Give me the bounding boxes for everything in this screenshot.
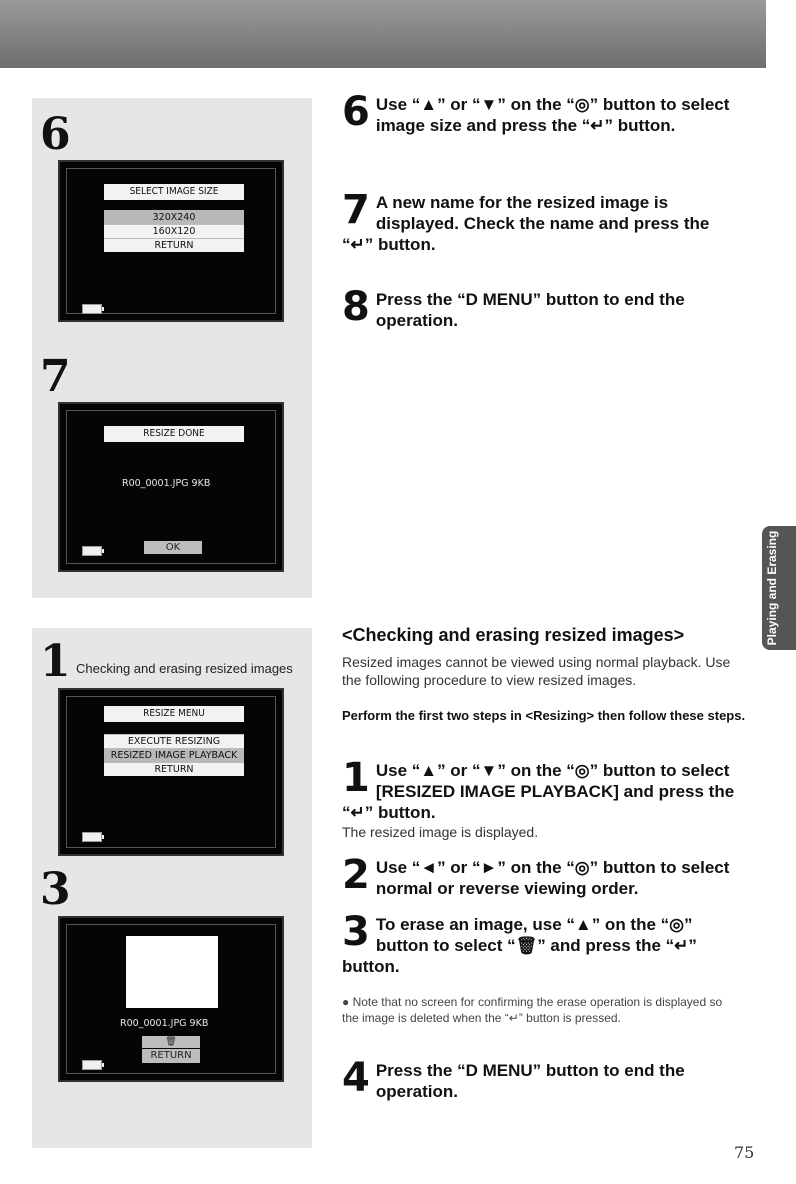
instruction-step-3 bbox=[342, 909, 742, 977]
step-1-number: 1 bbox=[40, 636, 71, 687]
instruction-step-6 bbox=[342, 89, 742, 136]
section-title: <Checking and erasing resized images> bbox=[342, 625, 685, 645]
step-text: Use “▲” or “▼” on the “◎” button to select image size and press the “↵” button. bbox=[375, 95, 730, 135]
step-number: 3 bbox=[342, 909, 370, 955]
instruction-step-8 bbox=[342, 284, 742, 331]
chapter-tab-label: Playing and Erasing bbox=[765, 530, 779, 646]
camera-screen-resize-done bbox=[58, 402, 284, 572]
step-number: 1 bbox=[342, 755, 370, 801]
menu-item: 320X240 bbox=[104, 210, 244, 224]
panel-caption: Checking and erasing resized images bbox=[76, 661, 293, 676]
header-bar bbox=[0, 0, 766, 68]
trash-icon: 🗑 bbox=[142, 1036, 200, 1048]
step-6-number: 6 bbox=[40, 109, 71, 160]
menu-item: EXECUTE RESIZING bbox=[104, 734, 244, 748]
battery-icon bbox=[82, 546, 102, 556]
screen-menu-title: RESIZE DONE bbox=[104, 426, 244, 442]
instruction-step-1 bbox=[342, 755, 742, 841]
screen-menu-title: RESIZE MENU bbox=[104, 706, 244, 722]
camera-screen-select-size bbox=[58, 160, 284, 322]
ok-button: OK bbox=[144, 541, 202, 554]
camera-screen-resize-menu bbox=[58, 688, 284, 856]
battery-icon bbox=[82, 1060, 102, 1070]
camera-screen-playback bbox=[58, 916, 284, 1082]
step-text: Press the “D MENU” button to end the operation. bbox=[375, 1061, 685, 1101]
intro-paragraph: Resized images cannot be viewed using normal playback. Use the following procedure to view resized images. bbox=[342, 654, 731, 688]
screen-menu-list bbox=[104, 210, 244, 252]
step-text: Press the “D MENU” button to end the operation. bbox=[375, 290, 685, 330]
chapter-tab bbox=[762, 526, 796, 650]
screen-menu-list bbox=[104, 734, 244, 776]
battery-icon bbox=[82, 304, 102, 314]
page-number: 75 bbox=[734, 1143, 755, 1162]
menu-item: RETURN bbox=[104, 238, 244, 252]
note-bullet: ● Note that no screen for confirming the erase operation is displayed so the image is deleted when the “↵” button is pressed. bbox=[342, 995, 723, 1025]
note-text: Note that no screen for confirming the erase operation is displayed so the image is deleted when the “↵” button is pressed. bbox=[342, 995, 723, 1025]
file-info: R00_0001.JPG 9KB bbox=[122, 478, 211, 489]
menu-item: RESIZED IMAGE PLAYBACK bbox=[104, 748, 244, 762]
step-text: Use “▲” or “▼” on the “◎” button to select [RESIZED IMAGE PLAYBACK] and press the “↵” button. bbox=[342, 761, 735, 822]
step-number: 2 bbox=[342, 852, 370, 898]
menu-item: 160X120 bbox=[104, 224, 244, 238]
instruction-step-7 bbox=[342, 187, 742, 255]
menu-item: RETURN bbox=[104, 762, 244, 776]
step-7-number: 7 bbox=[40, 351, 71, 402]
step-number: 4 bbox=[342, 1055, 370, 1101]
file-info: R00_0001.JPG 9KB bbox=[120, 1018, 209, 1029]
return-button: RETURN bbox=[142, 1049, 200, 1063]
image-thumbnail bbox=[126, 936, 218, 1008]
step-text: To erase an image, use “▲” on the “◎” button to select “🗑” and press the “↵” button. bbox=[342, 915, 697, 976]
step-number: 7 bbox=[342, 187, 370, 233]
instruction-step-4 bbox=[342, 1055, 742, 1102]
battery-icon bbox=[82, 832, 102, 842]
step-text: A new name for the resized image is displayed. Check the name and press the “↵” button. bbox=[342, 193, 710, 254]
step-subtext: The resized image is displayed. bbox=[342, 824, 539, 840]
instruction-step-2 bbox=[342, 852, 742, 899]
bold-instruction: Perform the first two steps in <Resizing> then follow these steps. bbox=[342, 708, 746, 723]
step-number: 6 bbox=[342, 89, 370, 135]
step-number: 8 bbox=[342, 284, 370, 330]
screen-menu-title: SELECT IMAGE SIZE bbox=[104, 184, 244, 200]
step-3-number: 3 bbox=[40, 864, 71, 915]
step-text: Use “◄” or “►” on the “◎” button to select normal or reverse viewing order. bbox=[375, 858, 730, 898]
